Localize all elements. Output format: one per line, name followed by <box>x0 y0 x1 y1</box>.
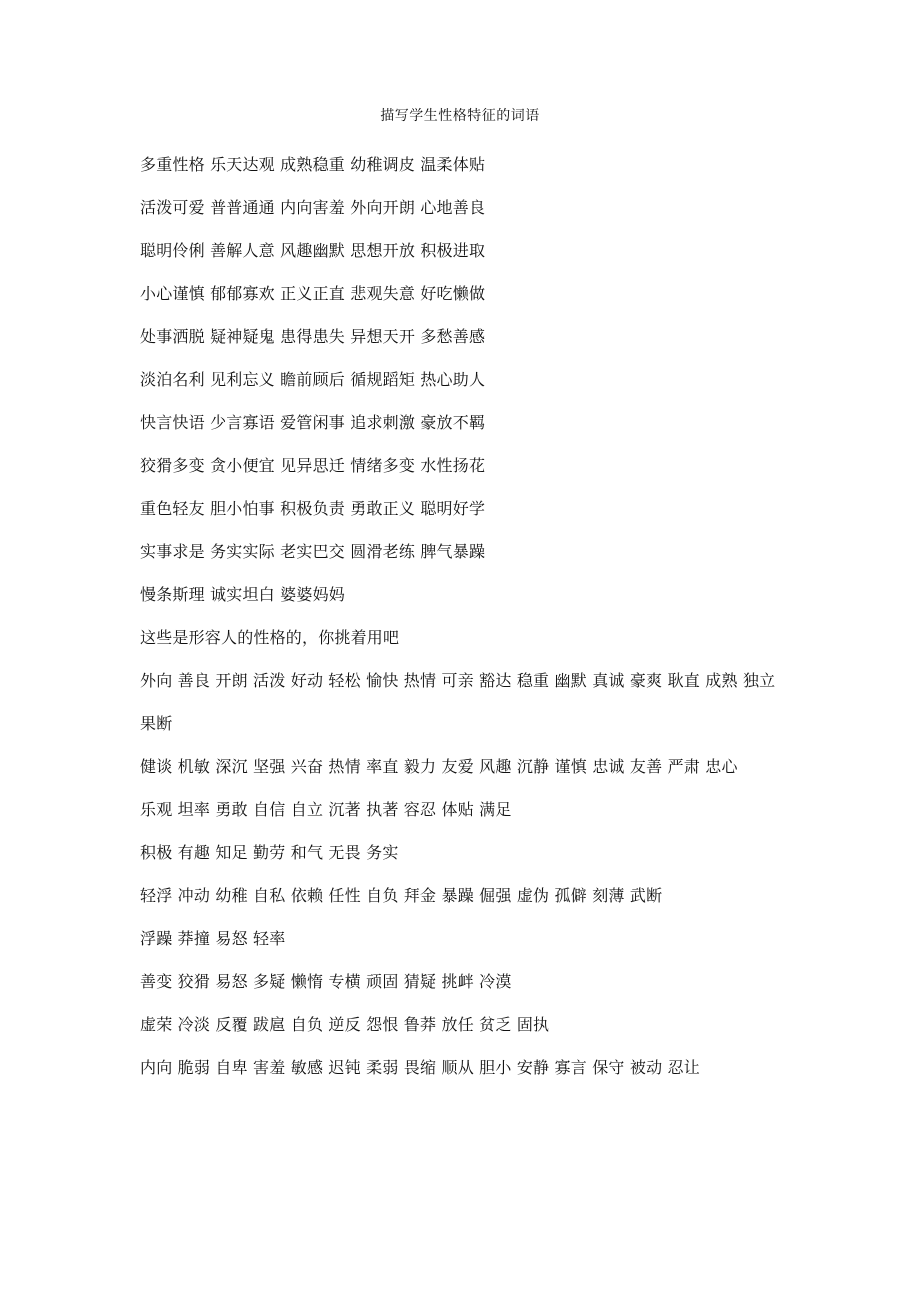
paragraph: 淡泊名利 见利忘义 瞻前顾后 循规蹈矩 热心助人 <box>140 370 486 389</box>
paragraph: 慢条斯理 诚实坦白 婆婆妈妈 <box>140 585 345 604</box>
paragraph: 重色轻友 胆小怕事 积极负责 勇敢正义 聪明好学 <box>140 499 486 518</box>
paragraph: 外向 善良 开朗 活泼 好动 轻松 愉快 热情 可亲 豁达 稳重 幽默 真诚 豪爽 耿直 成熟 独立 <box>140 671 776 690</box>
paragraph: 虚荣 冷淡 反覆 跋扈 自负 逆反 怨恨 鲁莽 放任 贫乏 固执 <box>140 1015 550 1034</box>
paragraph: 狡猾多变 贪小便宜 见异思迁 情绪多变 水性扬花 <box>140 456 486 475</box>
paragraph: 这些是形容人的性格的，你挑着用吧 <box>140 628 400 647</box>
paragraph: 实事求是 务实实际 老实巴交 圆滑老练 脾气暴躁 <box>140 542 486 561</box>
paragraph: 健谈 机敏 深沉 坚强 兴奋 热情 率直 毅力 友爱 风趣 沉静 谨慎 忠诚 友善 严肃 忠心 <box>140 757 738 776</box>
paragraph: 聪明伶俐 善解人意 风趣幽默 思想开放 积极进取 <box>140 241 486 260</box>
document-body <box>106 152 822 1098</box>
paragraph: 内向 脆弱 自卑 害羞 敏感 迟钝 柔弱 畏缩 顺从 胆小 安静 寡言 保守 被动 忍让 <box>140 1058 701 1077</box>
paragraph: 快言快语 少言寡语 爱管闲事 追求刺激 豪放不羁 <box>140 413 486 432</box>
paragraph: 善变 狡猾 易怒 多疑 懒惰 专横 顽固 猜疑 挑衅 冷漠 <box>140 972 512 991</box>
paragraph: 轻浮 冲动 幼稚 自私 依赖 任性 自负 拜金 暴躁 倔强 虚伪 孤僻 刻薄 武断 <box>140 886 663 905</box>
paragraph: 浮躁 莽撞 易怒 轻率 <box>140 929 286 948</box>
document-title: 描写学生性格特征的词语 <box>380 108 540 124</box>
paragraph: 乐观 坦率 勇敢 自信 自立 沉著 执著 容忍 体贴 满足 <box>140 800 512 819</box>
paragraph: 果断 <box>140 714 173 733</box>
paragraph: 处事洒脱 疑神疑鬼 患得患失 异想天开 多愁善感 <box>140 327 486 346</box>
paragraph: 积极 有趣 知足 勤劳 和气 无畏 务实 <box>140 843 399 862</box>
paragraph: 多重性格 乐天达观 成熟稳重 幼稚调皮 温柔体贴 <box>140 155 486 174</box>
paragraph: 小心谨慎 郁郁寡欢 正义正直 悲观失意 好吃懒做 <box>140 284 486 303</box>
paragraph: 活泼可爱 普普通通 内向害羞 外向开朗 心地善良 <box>140 198 486 217</box>
